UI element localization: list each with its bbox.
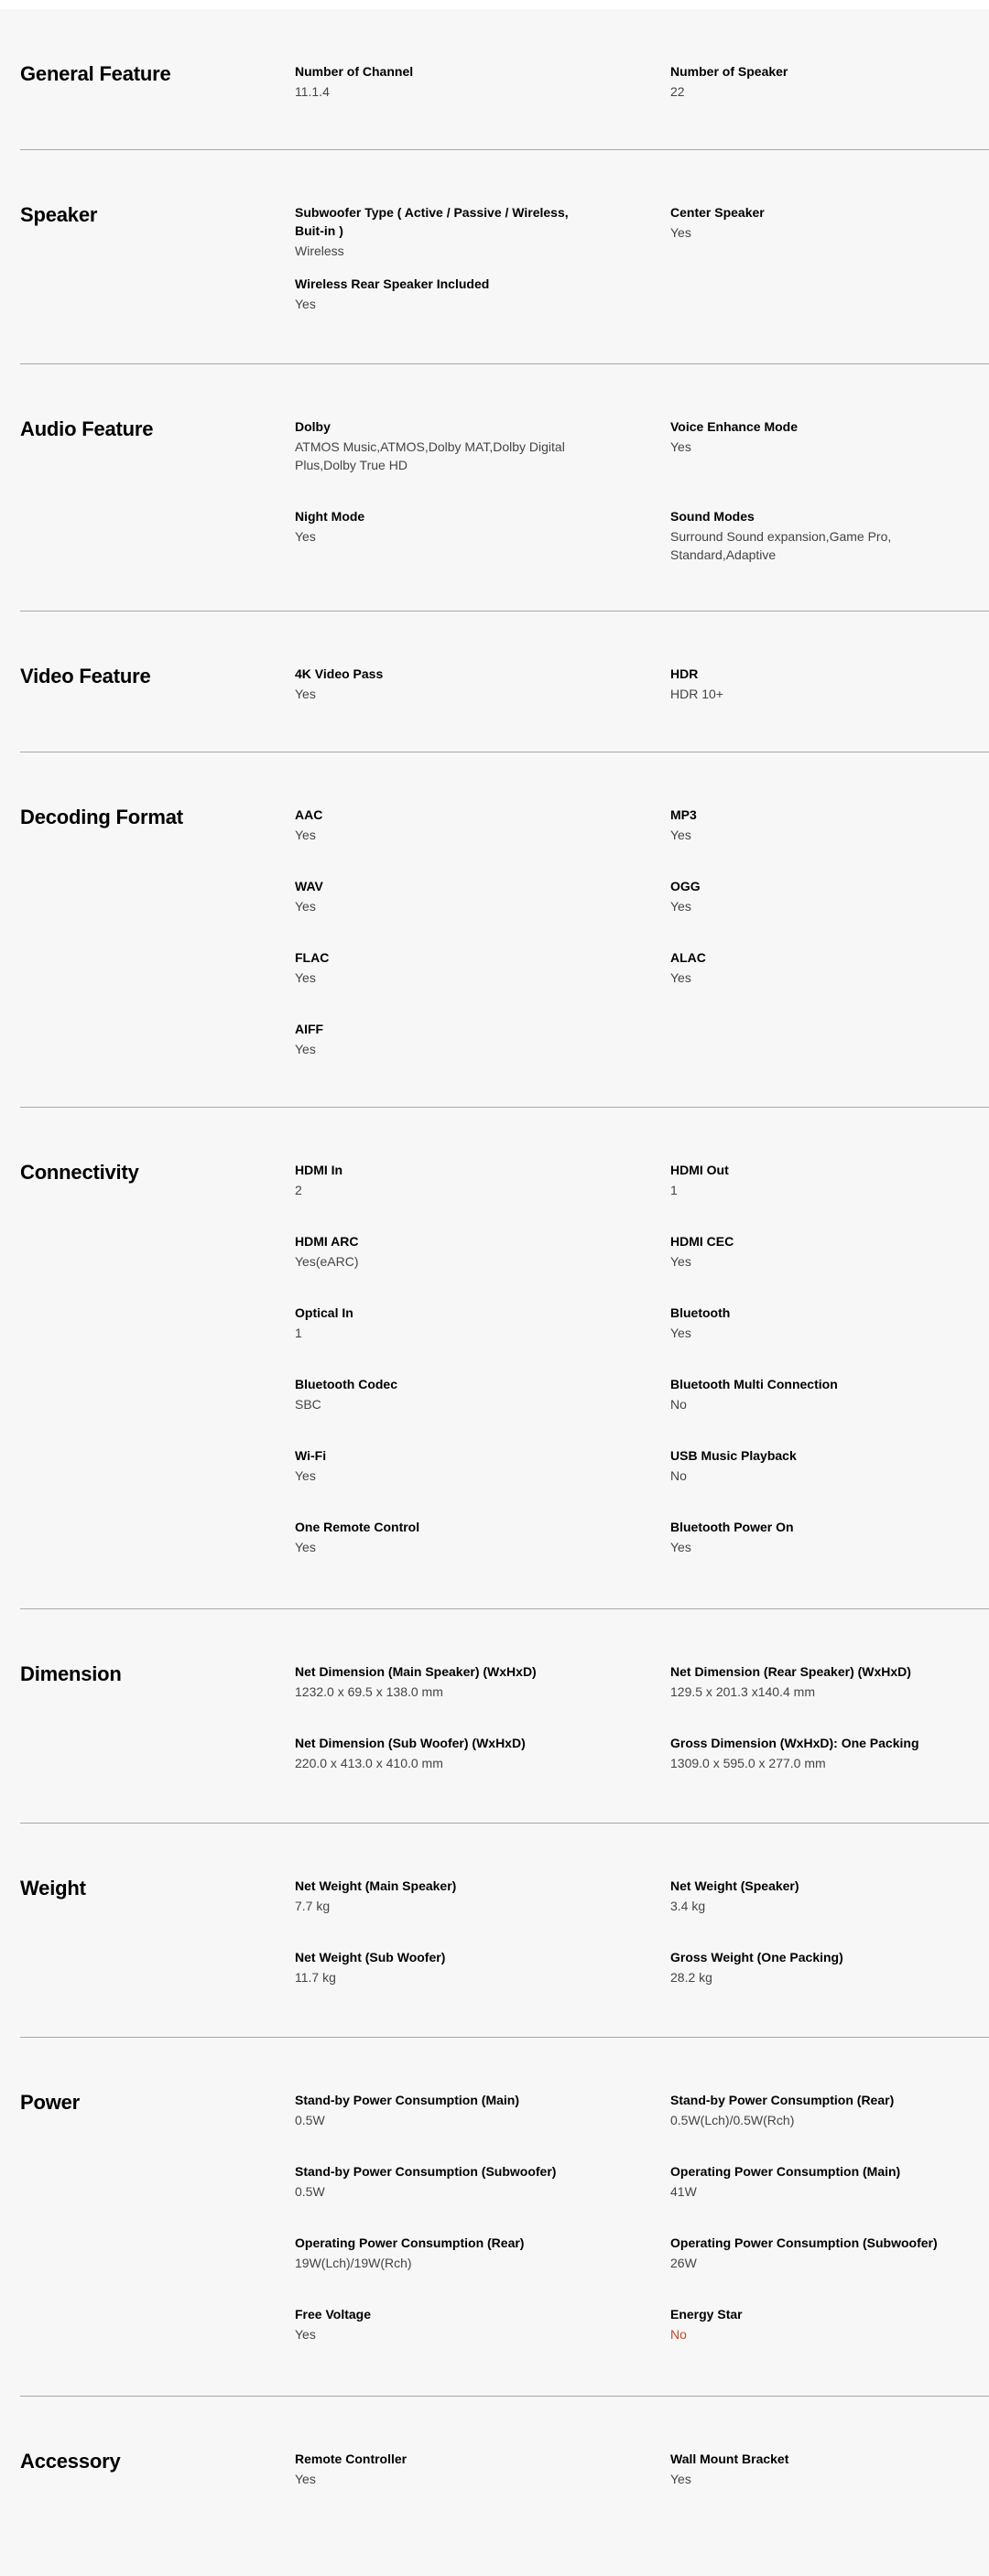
section-title: Decoding Format bbox=[20, 806, 183, 828]
spec-item-net-dimension-rear-speaker-wxhxd bbox=[670, 1662, 963, 1701]
spec-value: 11.1.4 bbox=[295, 84, 330, 99]
spec-value: Yes bbox=[295, 1042, 316, 1056]
spec-value: 1 bbox=[670, 1183, 678, 1197]
spec-value: 26W bbox=[670, 2256, 697, 2270]
spec-item-energy-star bbox=[670, 2305, 963, 2343]
spec-label: Voice Enhance Mode bbox=[670, 419, 798, 434]
spec-value: Yes bbox=[295, 297, 316, 311]
spec-value: 1309.0 x 595.0 x 277.0 mm bbox=[670, 1756, 826, 1770]
section-title: Speaker bbox=[20, 203, 98, 226]
section-title: General Feature bbox=[20, 62, 171, 85]
spec-value: Yes bbox=[670, 899, 691, 914]
spec-label: Bluetooth bbox=[670, 1305, 731, 1320]
spec-label: Bluetooth Codec bbox=[295, 1377, 397, 1391]
spec-section-connectivity bbox=[20, 1108, 989, 1609]
spec-item-stand-by-power-consumption-main bbox=[295, 2091, 588, 2129]
spec-label: Net Dimension (Rear Speaker) (WxHxD) bbox=[670, 1664, 911, 1679]
spec-value: Yes bbox=[670, 1540, 691, 1554]
spec-label: Net Dimension (Sub Woofer) (WxHxD) bbox=[295, 1736, 526, 1750]
spec-label: Stand-by Power Consumption (Subwoofer) bbox=[295, 2164, 557, 2179]
spec-value: Yes bbox=[670, 1254, 691, 1269]
spec-value: Yes bbox=[295, 970, 316, 985]
spec-item-one-remote-control bbox=[295, 1518, 588, 1556]
spec-item-hdmi-in bbox=[295, 1161, 588, 1199]
spec-item-aiff bbox=[295, 1020, 588, 1058]
spec-item-sound-modes bbox=[670, 507, 963, 564]
spec-value: ATMOS Music,ATMOS,Dolby MAT,Dolby Digital Plus,Dolby True HD bbox=[295, 439, 565, 472]
spec-item-net-dimension-sub-woofer-wxhxd bbox=[295, 1734, 588, 1772]
spec-value: 220.0 x 413.0 x 410.0 mm bbox=[295, 1756, 443, 1770]
spec-label: Wi-Fi bbox=[295, 1448, 327, 1463]
spec-label: Number of Speaker bbox=[670, 64, 788, 79]
spec-item-wav bbox=[295, 877, 588, 915]
spec-label: WAV bbox=[295, 879, 323, 893]
spec-value: 7.7 kg bbox=[295, 1899, 331, 1913]
spec-item-mp3 bbox=[670, 806, 963, 844]
spec-value: Yes(eARC) bbox=[295, 1254, 359, 1269]
spec-value: Surround Sound expansion,Game Pro, Standard,Adaptive bbox=[670, 529, 892, 562]
spec-label: Gross Dimension (WxHxD): One Packing bbox=[670, 1736, 919, 1750]
spec-label: Net Weight (Speaker) bbox=[670, 1878, 799, 1893]
spec-item-optical-in bbox=[295, 1304, 588, 1342]
spec-item-hdr bbox=[670, 665, 963, 703]
spec-value: Yes bbox=[670, 2472, 691, 2486]
spec-label: Center Speaker bbox=[670, 205, 765, 220]
spec-label: AAC bbox=[295, 807, 323, 822]
spec-value: No bbox=[670, 2327, 687, 2342]
spec-label: HDMI ARC bbox=[295, 1234, 359, 1249]
spec-label: Free Voltage bbox=[295, 2307, 371, 2322]
spec-label: Wall Mount Bracket bbox=[670, 2452, 789, 2466]
spec-label: OGG bbox=[670, 879, 701, 893]
spec-item-number-of-channel bbox=[295, 62, 588, 101]
spec-value: Yes bbox=[670, 439, 691, 454]
spec-label: HDMI CEC bbox=[670, 1234, 734, 1249]
spec-value: 22 bbox=[670, 84, 685, 99]
spec-item-wi-fi bbox=[295, 1446, 588, 1485]
spec-section-dimension bbox=[20, 1609, 989, 1824]
spec-item-4k-video-pass bbox=[295, 665, 588, 703]
spec-value: Yes bbox=[295, 828, 316, 842]
spec-value: Yes bbox=[670, 828, 691, 842]
spec-list bbox=[0, 9, 989, 2534]
spec-item-alac bbox=[670, 948, 963, 987]
spec-value: Yes bbox=[670, 1326, 691, 1340]
spec-value: 129.5 x 201.3 x140.4 mm bbox=[670, 1684, 815, 1699]
spec-item-net-weight-sub-woofer bbox=[295, 1948, 588, 1986]
section-title: Video Feature bbox=[20, 665, 151, 687]
spec-label: MP3 bbox=[670, 807, 697, 822]
spec-label: FLAC bbox=[295, 950, 330, 965]
spec-value: No bbox=[670, 1468, 687, 1483]
spec-item-hdmi-cec bbox=[670, 1232, 963, 1271]
spec-value: Yes bbox=[670, 970, 691, 985]
spec-value: 0.5W bbox=[295, 2184, 325, 2199]
spec-value: 11.7 kg bbox=[295, 1970, 336, 1985]
spec-section-power bbox=[20, 2038, 989, 2397]
spec-item-operating-power-consumption-main bbox=[670, 2162, 963, 2201]
spec-item-bluetooth-power-on bbox=[670, 1518, 963, 1556]
spec-item-gross-weight-one-packing bbox=[670, 1948, 963, 1986]
spec-value: 0.5W bbox=[295, 2113, 325, 2127]
spec-section-weight bbox=[20, 1824, 989, 2038]
spec-item-number-of-speaker bbox=[670, 62, 963, 101]
spec-value: Yes bbox=[295, 1468, 316, 1483]
spec-item-bluetooth-multi-connection bbox=[670, 1375, 963, 1413]
spec-value: Yes bbox=[295, 2472, 316, 2486]
spec-value: 1232.0 x 69.5 x 138.0 mm bbox=[295, 1684, 443, 1699]
spec-item-center-speaker bbox=[670, 203, 963, 242]
spec-item-remote-controller bbox=[295, 2450, 588, 2488]
spec-item-subwoofer-type-active-passive-wireless-buit-in bbox=[295, 203, 588, 260]
spec-value: Yes bbox=[670, 225, 691, 240]
spec-label: USB Music Playback bbox=[670, 1448, 797, 1463]
spec-item-stand-by-power-consumption-subwoofer bbox=[295, 2162, 588, 2201]
spec-label: Remote Controller bbox=[295, 2452, 408, 2466]
spec-item-free-voltage bbox=[295, 2305, 588, 2343]
spec-value: 3.4 kg bbox=[670, 1899, 706, 1913]
spec-label: Net Dimension (Main Speaker) (WxHxD) bbox=[295, 1664, 537, 1679]
spec-item-aac bbox=[295, 806, 588, 844]
spec-value: Wireless bbox=[295, 244, 344, 258]
spec-label: Stand-by Power Consumption (Rear) bbox=[670, 2093, 895, 2107]
section-title: Connectivity bbox=[20, 1161, 139, 1184]
spec-label: Number of Channel bbox=[295, 64, 414, 79]
spec-item-dolby bbox=[295, 417, 588, 474]
spec-label: HDR bbox=[670, 666, 699, 681]
spec-item-voice-enhance-mode bbox=[670, 417, 963, 456]
section-title: Accessory bbox=[20, 2450, 121, 2473]
spec-section-audio-feature bbox=[20, 364, 989, 612]
top-strip bbox=[0, 0, 989, 9]
spec-label: One Remote Control bbox=[295, 1520, 420, 1534]
spec-label: Gross Weight (One Packing) bbox=[670, 1950, 843, 1964]
spec-label: Net Weight (Main Speaker) bbox=[295, 1878, 457, 1893]
spec-value: 19W(Lch)/19W(Rch) bbox=[295, 2256, 412, 2270]
spec-value: Yes bbox=[295, 1540, 316, 1554]
spec-section-general-feature bbox=[20, 9, 989, 150]
spec-item-hdmi-arc bbox=[295, 1232, 588, 1271]
spec-item-net-dimension-main-speaker-wxhxd bbox=[295, 1662, 588, 1701]
spec-label: Night Mode bbox=[295, 509, 365, 524]
spec-label: Energy Star bbox=[670, 2307, 743, 2322]
spec-label: Stand-by Power Consumption (Main) bbox=[295, 2093, 519, 2107]
spec-item-wireless-rear-speaker-included bbox=[295, 275, 588, 313]
spec-label: Wireless Rear Speaker Included bbox=[295, 276, 490, 291]
section-title: Power bbox=[20, 2091, 81, 2114]
spec-label: Bluetooth Multi Connection bbox=[670, 1377, 838, 1391]
spec-value: 2 bbox=[295, 1183, 302, 1197]
spec-label: Operating Power Consumption (Main) bbox=[670, 2164, 901, 2179]
spec-section-speaker bbox=[20, 150, 989, 364]
spec-label: HDMI Out bbox=[670, 1163, 729, 1177]
spec-label: AIFF bbox=[295, 1022, 324, 1036]
spec-item-stand-by-power-consumption-rear bbox=[670, 2091, 963, 2129]
spec-item-flac bbox=[295, 948, 588, 987]
spec-value: 28.2 kg bbox=[670, 1970, 712, 1985]
spec-section-accessory bbox=[20, 2397, 989, 2534]
spec-label: Dolby bbox=[295, 419, 331, 434]
spec-label: 4K Video Pass bbox=[295, 666, 384, 681]
spec-value: Yes bbox=[295, 529, 316, 544]
spec-value: HDR 10+ bbox=[670, 687, 723, 701]
spec-item-wall-mount-bracket bbox=[670, 2450, 963, 2488]
spec-label: ALAC bbox=[670, 950, 706, 965]
spec-label: Bluetooth Power On bbox=[670, 1520, 794, 1534]
spec-label: Operating Power Consumption (Subwoofer) bbox=[670, 2235, 938, 2250]
spec-value: Yes bbox=[295, 899, 316, 914]
section-title: Audio Feature bbox=[20, 417, 154, 440]
spec-item-ogg bbox=[670, 877, 963, 915]
spec-section-decoding-format bbox=[20, 752, 989, 1108]
spec-value: Yes bbox=[295, 2327, 316, 2342]
spec-value: Yes bbox=[295, 687, 316, 701]
spec-item-hdmi-out bbox=[670, 1161, 963, 1199]
spec-item-bluetooth bbox=[670, 1304, 963, 1342]
spec-item-net-weight-speaker bbox=[670, 1877, 963, 1915]
spec-label: Sound Modes bbox=[670, 509, 755, 524]
spec-label: Operating Power Consumption (Rear) bbox=[295, 2235, 525, 2250]
section-title: Dimension bbox=[20, 1662, 122, 1685]
spec-item-net-weight-main-speaker bbox=[295, 1877, 588, 1915]
spec-item-night-mode bbox=[295, 507, 588, 546]
spec-label: Net Weight (Sub Woofer) bbox=[295, 1950, 446, 1964]
spec-value: No bbox=[670, 1397, 687, 1412]
spec-item-gross-dimension-wxhxd-one-packing bbox=[670, 1734, 963, 1772]
spec-label: Subwoofer Type ( Active / Passive / Wireless, Buit-in ) bbox=[295, 205, 569, 238]
spec-label: Optical In bbox=[295, 1305, 353, 1320]
section-title: Weight bbox=[20, 1877, 86, 1900]
spec-item-operating-power-consumption-subwoofer bbox=[670, 2234, 963, 2272]
spec-value: SBC bbox=[295, 1397, 321, 1412]
spec-label: HDMI In bbox=[295, 1163, 343, 1177]
spec-value: 0.5W(Lch)/0.5W(Rch) bbox=[670, 2113, 795, 2127]
spec-item-usb-music-playback bbox=[670, 1446, 963, 1485]
spec-item-bluetooth-codec bbox=[295, 1375, 588, 1413]
spec-value: 41W bbox=[670, 2184, 697, 2199]
spec-section-video-feature bbox=[20, 612, 989, 752]
spec-value: 1 bbox=[295, 1326, 302, 1340]
spec-item-operating-power-consumption-rear bbox=[295, 2234, 588, 2272]
